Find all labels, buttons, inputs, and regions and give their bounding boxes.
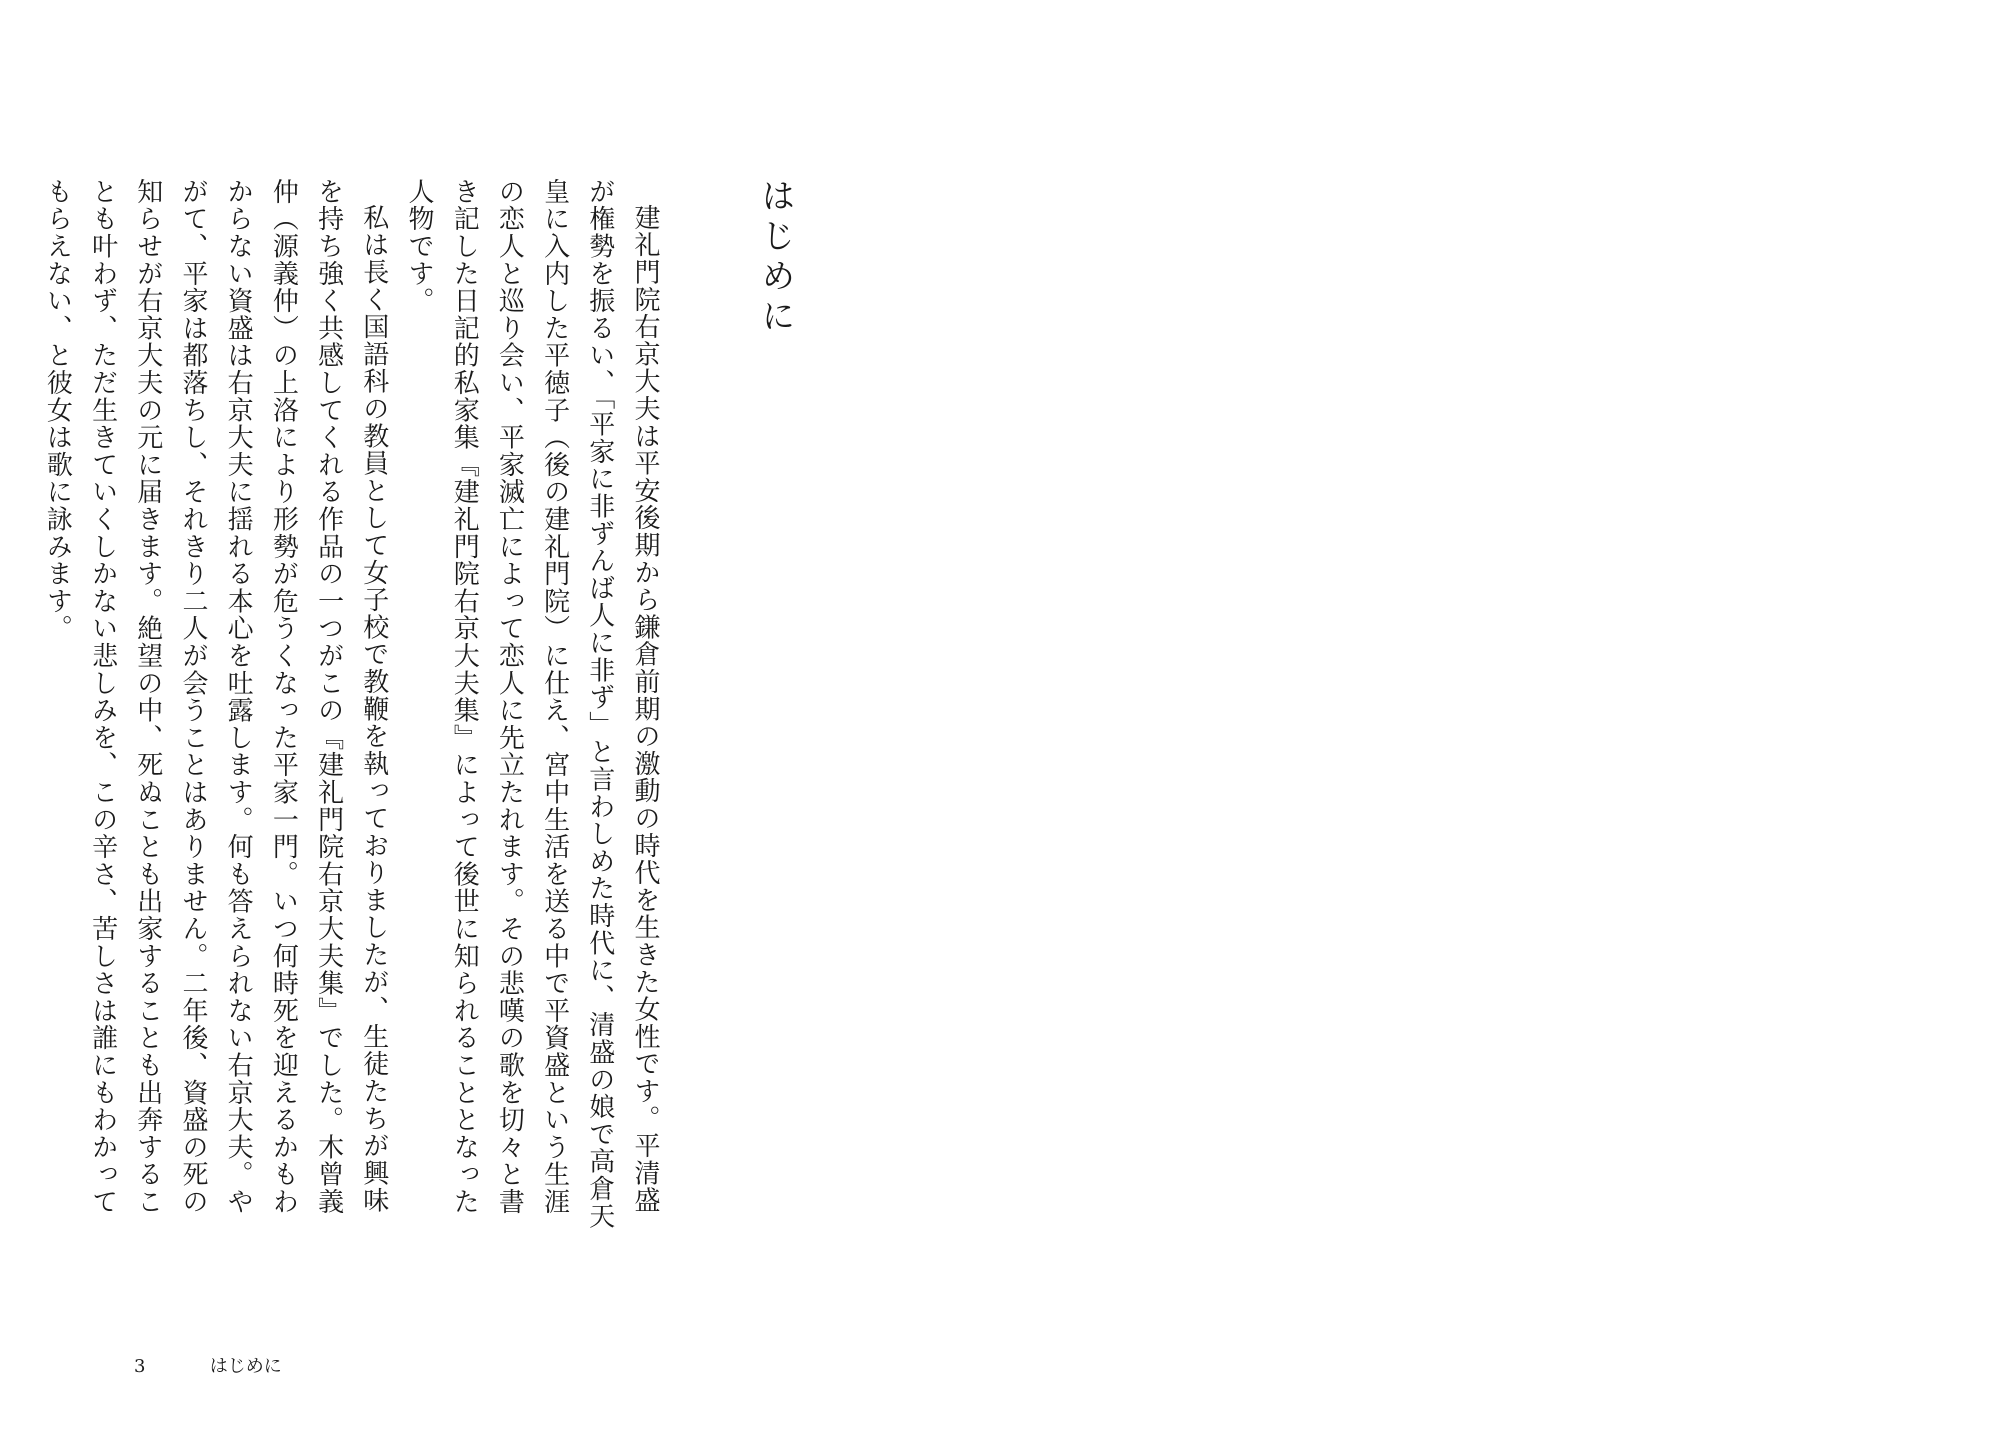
page-footer [134,1355,282,1379]
paragraph-2: 私は長く国語科の教員として女子校で教鞭を執っておりましたが、生徒たちが興味を持ち強く共感してくれる作品の一つがこの『建礼門院右京大夫集』でした。木曾義仲（源義仲）の上洛により形勢が危うくなった平家一門。いつ何時死を迎えるかもわからない資盛は右京大夫に揺れる本心を吐露します。何も答えられない右京大夫。やがて、平家は都落ちし、それきり二人が会うことはありません。二年後、資盛の死の知らせが右京大夫の元に届きます。絶望の中、死ぬことも出家することも出奔することも叶わず、ただ生きていくしかない悲しみを、この辛さ、苦しさは誰にもわかってもらえない、と彼女は歌に詠みます。 [42,178,389,1216]
body-text [34,178,667,1238]
page-number: 3 [134,1356,146,1377]
chapter-title: はじめに [755,178,795,338]
paragraph-1: 建礼門院右京大夫は平安後期から鎌倉前期の激動の時代を生きた女性です。平清盛が権勢を振るい、「平家に非ずんば人に非ず」と言わしめた時代に、清盛の娘で高倉天皇に入内した平徳子（後の建礼門院）に仕え、宮中生活を送る中で平資盛という生涯の恋人と巡り会い、平家滅亡によって恋人に先立たれます。その悲嘆の歌を切々と書き記した日記的私家集『建礼門院右京大夫集』によって後世に知られることとなった人物です。 [403,178,660,1230]
running-head: はじめに [209,1356,282,1377]
